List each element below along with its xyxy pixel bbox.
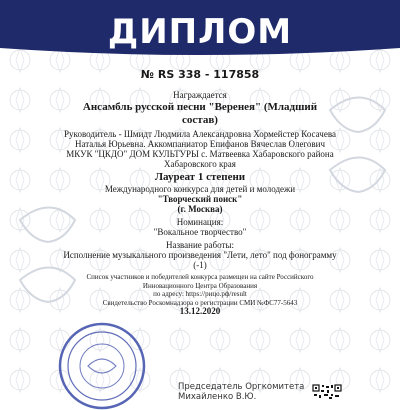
note-line-3: по адресу: https://рицо.рф/result [153,290,247,298]
recipient-line-2: состав) [182,114,218,126]
round-stamp-icon [58,322,146,410]
qr-code-icon [312,384,342,400]
award-title: Лауреат 1 степени [154,171,246,183]
nomination-value: "Вокальное творчество" [153,227,247,237]
note-line-2: Инновационного Центра Образования [142,281,258,290]
note-line-1: Список участников и победителей конкурса размещен на сайте Российского [86,273,314,281]
contest-city: (г. Москва) [177,204,223,214]
certificate-title: ДИПЛОМ [107,12,293,52]
leaders-line-4: Хабаровского края [164,159,236,169]
certificate-number: № RS 338 - 117858 [140,68,260,81]
recipient-line-1: Ансамбль русской песни "Веренея" (Младший [82,101,318,113]
certificate-date: 13.12.2020 [179,306,221,316]
contest-name: "Творческий поиск" [157,194,243,204]
recipient-name [22,101,378,127]
work-label: Название работы: [166,240,234,250]
certificate-body [22,90,378,307]
contest-line: Международного конкурса для детей и молодежи [104,184,296,194]
signer-name: Михайленко В.Ю. [178,392,257,402]
signer-title: Председатель Оргкомитета [178,382,305,392]
signer-block [178,382,308,402]
note-line-4: Свидетельство Роскомнадзора о регистрации СМИ №ФС77-5643 [102,298,298,307]
leaders-line-3: МКУК "ЦКДО" ДОМ КУЛЬТУРЫ с. Матвеевка Хабаровского района [66,149,334,159]
nomination-label: Номинация: [176,217,224,227]
leaders-line-1: Руководитель - Шмидт Людмила Александровна Хормейстер Косачева [64,129,336,139]
leaders-text [22,129,378,169]
awarded-label: Награждается [173,90,227,100]
work-line-2: (-1) [193,260,207,270]
note-text [22,273,378,307]
work-line-1: Исполнение музыкального произведения "Лети, лето" под фонограмму [63,250,337,260]
leaders-line-2: Наталья Юрьевна. Аккомпаниатор Епифанов Вячеслав Олегович [74,139,326,149]
